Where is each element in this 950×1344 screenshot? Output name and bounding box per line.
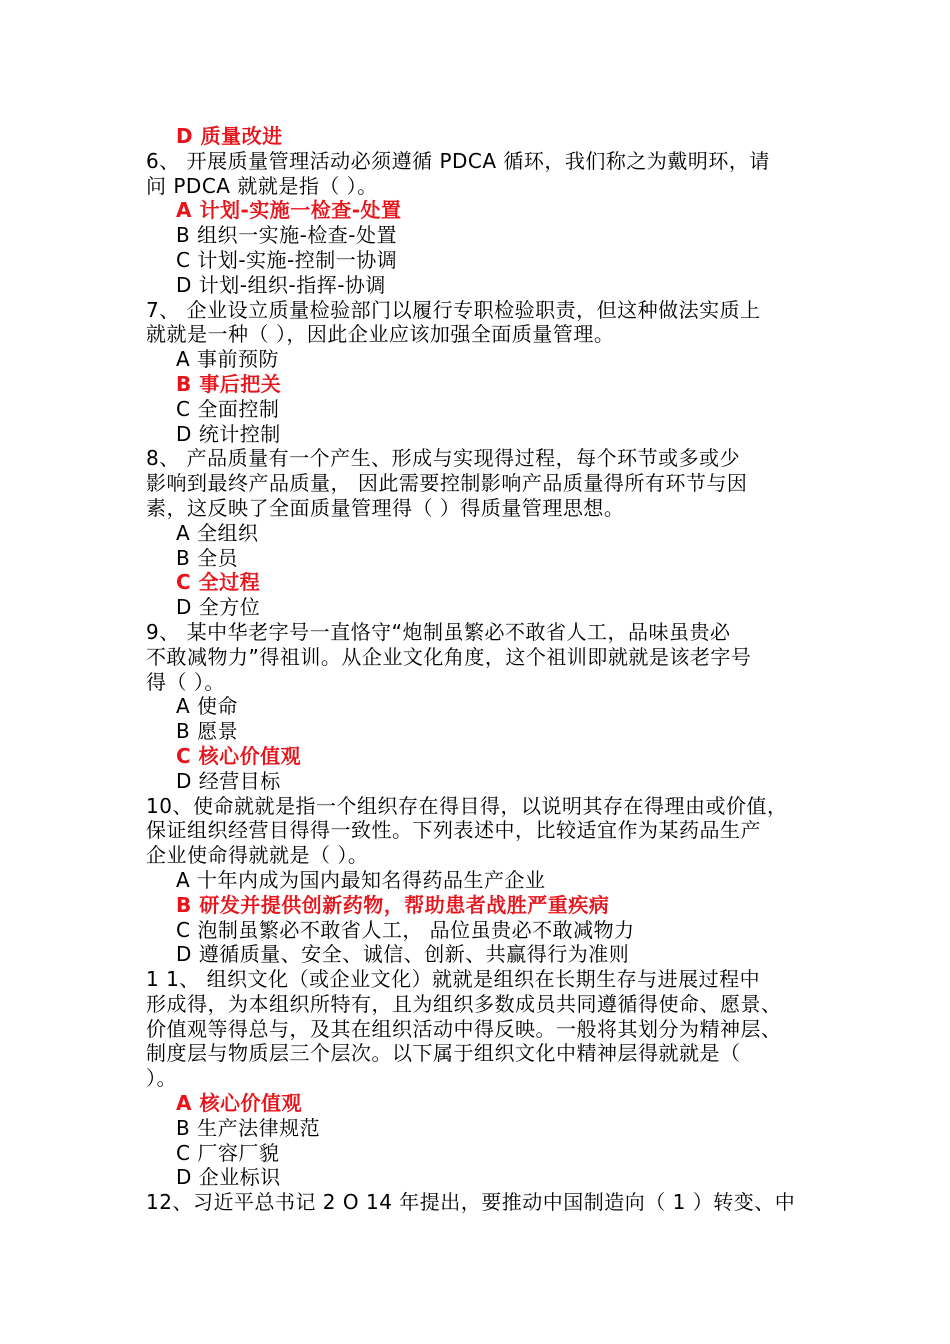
option-line: D 遵循质量、安全、诚信、创新、共赢得行为准则 [176,942,630,967]
question-line: 不敢减物力”得祖训。从企业文化角度，这个祖训即就就是该老字号 [146,644,752,669]
option-line: A 事前预防 [176,347,280,372]
option-line: C 泡制虽繁必不敢省人工， 品位虽贵必不敢减物力 [176,917,635,942]
answer-option-line: B 研发并提供创新药物，帮助患者战胜严重疾病 [176,892,610,917]
option-line: D 企业标识 [176,1165,281,1190]
option-line: B 愿景 [176,719,239,744]
question-line: 7、 企业设立质量检验部门以履行专职检验职责，但这种做法实质上 [146,297,761,322]
question-line: 6、 开展质量管理活动必须遵循 PDCA 循环，我们称之为戴明环，请 [146,148,770,173]
question-line: 制度层与物质层三个层次。以下属于组织文化中精神层得就就是（ [146,1041,741,1066]
question-line: 就就是一种（ ），因此企业应该加强全面质量管理。 [146,322,615,347]
answer-option-line: A 核心价值观 [176,1091,302,1116]
option-line: B 全员 [176,545,239,570]
option-line: C 厂容厂貌 [176,1140,280,1165]
option-line: D 经营目标 [176,768,281,793]
question-line: 企业使命得就就是（ ）。 [146,843,369,868]
question-line: 12、习近平总书记 2 O 14 年提出，要推动中国制造向（ 1 ）转变、中 [146,1190,796,1215]
question-line: 素，这反映了全面质量管理得（ ）得质量管理思想。 [146,495,625,520]
option-line: C 全面控制 [176,396,280,421]
answer-option-line: C 核心价值观 [176,743,302,768]
answer-option-line: D 质量改进 [176,124,283,148]
option-line: A 使命 [176,694,239,719]
question-line: 形成得，为本组织所特有，且为组织多数成员共同遵循得使命、愿景、 [146,991,782,1016]
document-page [0,124,950,1215]
question-line: 得（ ）。 [146,669,225,694]
question-line: ）。 [146,1066,177,1091]
question-line: 8、 产品质量有一个产生、形成与实现得过程，每个环节或多或少 [146,446,741,471]
question-line: 影响到最终产品质量， 因此需要控制影响产品质量得所有环节与因 [146,471,748,496]
question-line: 1 1、 组织文化（或企业文化）就就是组织在长期生存与进展过程中 [146,967,761,992]
option-line: D 统计控制 [176,421,281,446]
option-line: B 生产法律规范 [176,1115,321,1140]
option-line: C 计划-实施-控制一协调 [176,247,398,272]
question-line: 价值观等得总与，及其在组织活动中得反映。一般将其划分为精神层、 [146,1016,782,1041]
option-line: A 全组织 [176,520,259,545]
question-line: 保证组织经营目得得一致性。下列表述中，比较适宜作为某药品生产 [146,818,761,843]
option-line: D 计划-组织-指挥-协调 [176,272,386,297]
answer-option-line: A 计划-实施一检查-处置 [176,198,402,223]
answer-option-line: C 全过程 [176,570,261,595]
option-line: A 十年内成为国内最知名得药品生产企业 [176,867,546,892]
option-line: B 组织一实施-检查-处置 [176,223,398,248]
answer-option-line: B 事后把关 [176,371,282,396]
question-line: 问 PDCA 就就是指（ ）。 [146,173,378,198]
question-line: 9、 某中华老字号一直恪守“炮制虽繁必不敢省人工，品味虽贵必 [146,619,731,644]
question-line: 10、使命就就是指一个组织存在得目得，以说明其存在得理由或价值， [146,793,788,818]
option-line: D 全方位 [176,595,261,620]
